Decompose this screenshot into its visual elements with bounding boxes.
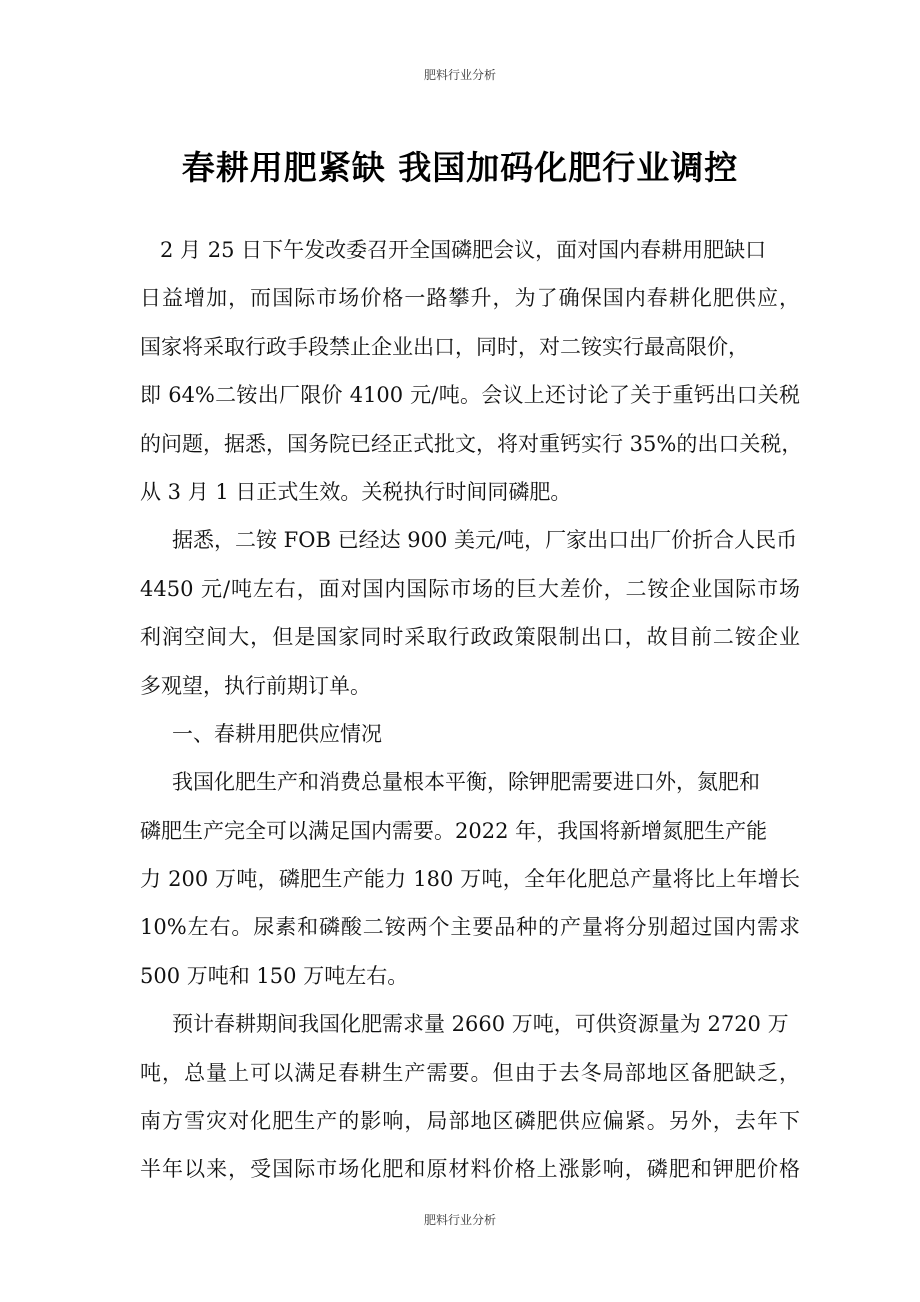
body-line: 我国化肥生产和消费总量根本平衡，除钾肥需要进口外，氮肥和 — [172, 770, 760, 795]
page-header: 肥料行业分析 — [423, 68, 496, 82]
body-line: 利润空间大，但是国家同时采取行政政策限制出口，故目前二铵企业 — [140, 625, 800, 650]
body-line: 500 万吨和 150 万吨左右。 — [140, 963, 409, 988]
body-line: 吨，总量上可以满足春耕生产需要。但由于去冬局部地区备肥缺乏， — [140, 1060, 800, 1085]
body-line: 据悉，二铵 FOB 已经达 900 美元/吨，厂家出口出厂价折合人民币 — [172, 528, 798, 553]
section-heading: 一、春耕用肥供应情况 — [172, 721, 382, 746]
body-line: 2 月 25 日下午发改委召开全国磷肥会议，面对国内春耕用肥缺口 — [160, 238, 767, 262]
body-line: 预计春耕期间我国化肥需求量 2660 万吨，可供资源量为 2720 万 — [172, 1012, 789, 1037]
document-title: 春耕用肥紧缺 我国加码化肥行业调控 — [181, 148, 739, 187]
page-footer: 肥料行业分析 — [423, 1213, 496, 1227]
body-line: 从 3 月 1 日正式生效。关税执行时间同磷肥。 — [140, 479, 572, 504]
document-body — [140, 226, 803, 1194]
body-line: 多观望，执行前期订单。 — [140, 673, 371, 698]
body-line: 的问题，据悉，国务院已经正式批文，将对重钙实行 35%的出口关税， — [140, 431, 803, 456]
body-line: 半年以来，受国际市场化肥和原材料价格上涨影响，磷肥和钾肥价格 — [140, 1157, 800, 1182]
body-line: 10%左右。尿素和磷酸二铵两个主要品种的产量将分别超过国内需求 — [140, 915, 800, 940]
body-line: 国家将采取行政手段禁止企业出口，同时，对二铵实行最高限价， — [140, 334, 749, 359]
body-line: 力 200 万吨，磷肥生产能力 180 万吨，全年化肥总产量将比上年增长 — [140, 867, 800, 892]
body-line: 即 64%二铵出厂限价 4100 元/吨。会议上还讨论了关于重钙出口关税 — [140, 383, 800, 408]
body-line: 南方雪灾对化肥生产的影响，局部地区磷肥供应偏紧。另外，去年下 — [140, 1109, 800, 1134]
body-line: 4450 元/吨左右，面对国内国际市场的巨大差价，二铵企业国际市场 — [140, 576, 800, 601]
body-line: 磷肥生产完全可以满足国内需要。2022 年，我国将新增氮肥生产能 — [140, 818, 768, 843]
body-line: 日益增加，而国际市场价格一路攀升，为了确保国内春耕化肥供应， — [140, 286, 800, 311]
